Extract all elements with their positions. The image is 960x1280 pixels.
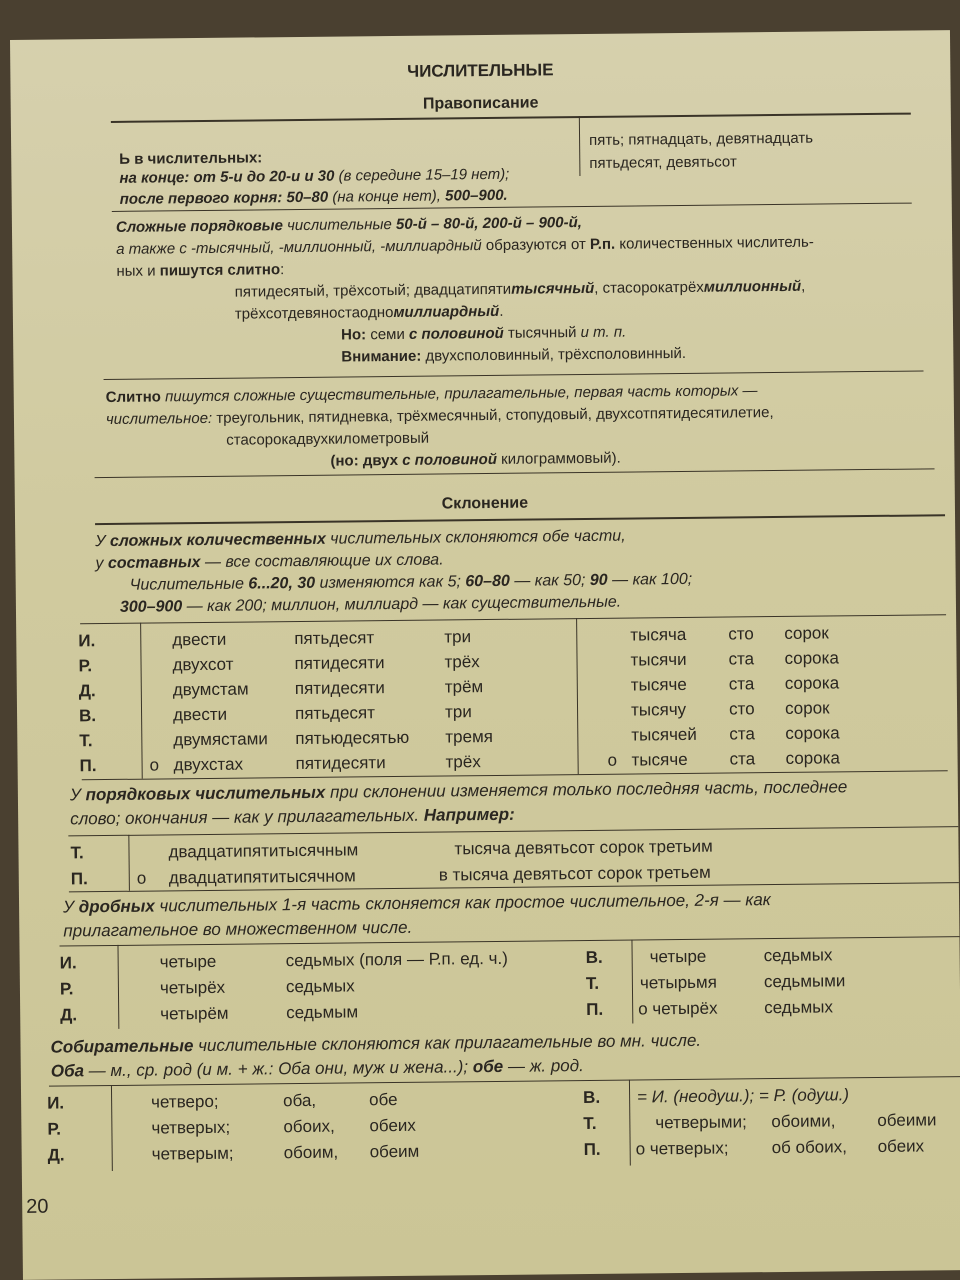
cell: седьмых xyxy=(764,997,834,1018)
cell: сорока xyxy=(785,723,840,743)
cell: обеими xyxy=(877,1110,937,1130)
compound-ordinals-example2: трёхсотдевяностаодномиллиардный. xyxy=(234,302,504,323)
cell: обоим, xyxy=(283,1142,339,1163)
divider xyxy=(95,514,945,525)
cell: ста xyxy=(729,724,755,744)
soft-sign-line1: на конце: от 5-и до 20-и и 30 (в середине 15–19 нет); xyxy=(119,165,510,187)
fused-line3: стасорокадвухкилометровый xyxy=(226,429,430,449)
cell: обе xyxy=(369,1089,398,1110)
cell: сто xyxy=(728,624,754,644)
compound-ordinals-attention: Внимание: двухсполовинный, трёхсполовинный. xyxy=(341,344,687,366)
cell: три xyxy=(444,627,472,647)
cell: четыре xyxy=(649,946,707,967)
section-title-spelling: Правописание xyxy=(422,94,539,113)
cell: трём xyxy=(444,677,484,697)
cell: обоими, xyxy=(771,1111,836,1132)
cell: четыре xyxy=(159,951,217,972)
case-label: Р. xyxy=(59,979,74,999)
case-label: Р. xyxy=(78,656,93,676)
fraction-line1: У дробных числительных 1-я часть склоняется как простое числительное, 2-я — как xyxy=(62,890,771,917)
cell: двухстах xyxy=(173,754,244,775)
case-label: Р. xyxy=(47,1119,62,1139)
cell: сорока xyxy=(785,748,840,768)
cell: пятьюдесятью xyxy=(295,727,410,749)
cell: сто xyxy=(728,699,755,719)
cell: ста xyxy=(729,749,756,769)
table-divider xyxy=(140,623,143,779)
cell: обоих, xyxy=(283,1116,335,1137)
fused-line2: числительное: треугольник, пятидневка, трёхмесячный, стопудовый, двухсотпятидесятилетие, xyxy=(105,404,774,429)
cell: сорок xyxy=(784,698,830,718)
cell: четырём xyxy=(160,1003,229,1024)
cell: о четырёх xyxy=(638,998,718,1019)
case-label: Т. xyxy=(70,843,84,863)
cell: сорока xyxy=(784,648,839,668)
cell: тысячу xyxy=(630,699,687,720)
cell: тысяча девятьсот сорок третьим xyxy=(454,836,713,859)
cell: пятьдесят xyxy=(294,703,376,724)
soft-sign-title: Ь в числительных: xyxy=(119,149,263,168)
case-label: Д. xyxy=(78,681,96,701)
case-label: Д. xyxy=(60,1005,78,1025)
cell: двухсот xyxy=(172,654,234,675)
cell: тысячи xyxy=(630,649,687,670)
soft-sign-line2: после первого корня: 50–80 (на конце нет), 500–900. xyxy=(119,186,508,208)
cell: двумстам xyxy=(172,679,249,700)
cell: пятьдесят xyxy=(294,628,375,649)
cell: трёх xyxy=(445,752,481,772)
cell: седьмым xyxy=(286,1002,359,1023)
cell: о четверых; xyxy=(635,1138,729,1159)
preposition: о xyxy=(149,755,160,775)
cell: двести xyxy=(172,629,227,650)
case-label: В. xyxy=(78,706,97,726)
cell: ста xyxy=(728,649,755,669)
divider xyxy=(95,468,935,478)
compound-ordinals-line3: ных и пишутся слитно: xyxy=(116,261,285,280)
compound-ordinals-line1: Сложные порядковые числительные 50-й – 80-й, 200-й – 900-й, xyxy=(115,214,582,236)
cell: тремя xyxy=(445,726,494,747)
table-divider xyxy=(576,618,579,774)
case-label: Т. xyxy=(79,731,93,751)
cell: седьмых xyxy=(763,945,833,966)
case-label: В. xyxy=(583,1087,601,1108)
preposition: о xyxy=(607,750,618,770)
cell: обеим xyxy=(369,1141,420,1162)
case-label: В. xyxy=(585,947,603,968)
cell: тысяче xyxy=(631,749,688,770)
ordinal-line1: У порядковых числительных при склонении изменяется только последняя часть, последнее xyxy=(69,777,848,805)
compound-cardinal-line1: У сложных количественных числительных склоняются обе части, xyxy=(95,527,626,551)
page-number: 20 xyxy=(26,1195,49,1218)
cell: двадцатипятитысячном xyxy=(168,866,356,888)
compound-cardinal-line2: у составных — все составляющие их слова. xyxy=(95,551,444,573)
case-label: Д. xyxy=(47,1145,65,1165)
cell: пятидесяти xyxy=(295,753,386,774)
column-divider xyxy=(579,116,581,176)
table-divider xyxy=(631,940,633,1024)
cell: седьмых (поля — Р.п. ед. ч.) xyxy=(285,948,508,971)
collective-line1: Собирательные числительные склоняются как прилагательные во мн. числе. xyxy=(50,1030,702,1057)
cell: седьмыми xyxy=(763,971,846,992)
cell: четверыми; xyxy=(655,1112,747,1133)
cell: сорок xyxy=(784,623,829,643)
cell: тысячей xyxy=(631,724,697,745)
cell: об обоих, xyxy=(771,1137,848,1158)
textbook-page xyxy=(10,30,960,1280)
page-heading: ЧИСЛИТЕЛЬНЫЕ xyxy=(407,60,554,81)
cell: двадцатипятитысячным xyxy=(168,840,359,862)
cell: три xyxy=(444,702,472,722)
cell: четверых; xyxy=(151,1117,231,1138)
cell: четырьмя xyxy=(639,972,717,993)
cell: оба, xyxy=(283,1090,317,1111)
table-divider xyxy=(629,1080,631,1166)
compound-ordinals-example1: пятидесятый, трёхсотый; двадцатипятитысячный, стасорокатрёхмиллионный, xyxy=(234,277,806,301)
cell: трёх xyxy=(444,652,480,672)
cell: обеих xyxy=(877,1136,925,1156)
cell: в тысяча девятьсот сорок третьем xyxy=(438,862,711,885)
case-label: И. xyxy=(78,631,96,651)
cell: двумястами xyxy=(173,729,268,750)
cell: пятидесяти xyxy=(294,678,385,699)
table-divider xyxy=(128,835,130,891)
compound-cardinal-line4: 300–900 — как 200; миллион, миллиард — как существительные. xyxy=(119,593,622,616)
fraction-line2: прилагательное во множественном числе. xyxy=(63,917,413,941)
table-divider xyxy=(111,1085,113,1171)
section-title-declension: Склонение xyxy=(441,494,529,513)
preposition: о xyxy=(136,868,147,888)
fused-line1: Слитно пишутся сложные существительные, прилагательные, первая часть которых — xyxy=(105,382,758,407)
compound-cardinal-line3: Числительные 6...20, 30 изменяются как 5; 60–80 — как 50; 90 — как 100; xyxy=(129,570,693,594)
case-label: П. xyxy=(583,1139,601,1160)
cell: тысяче xyxy=(630,674,687,695)
case-label: П. xyxy=(79,756,97,776)
ordinal-line2: слово; окончания — как у прилагательных. Например: xyxy=(70,804,515,829)
cell: четверо; xyxy=(151,1091,219,1112)
compound-ordinals-note: Но: семи с половиной тысячный и т. п. xyxy=(341,323,627,344)
divider xyxy=(104,370,924,380)
cell: ста xyxy=(728,674,755,694)
cell: седьмых xyxy=(285,976,355,997)
cell: обеих xyxy=(369,1115,416,1136)
cell: двести xyxy=(172,704,228,725)
cell: четырёх xyxy=(159,977,226,998)
table-divider xyxy=(117,945,119,1029)
case-label: И. xyxy=(47,1093,65,1113)
case-label: П. xyxy=(70,869,88,889)
cell: сорока xyxy=(784,673,840,693)
case-label: П. xyxy=(586,999,604,1020)
compound-ordinals-line2: а также с -тысячный, -миллионный, -миллиардный образуются от Р.п. количественных числитель- xyxy=(116,233,814,258)
case-label: Т. xyxy=(585,973,600,994)
cell: пятидесяти xyxy=(294,653,385,674)
soft-sign-example2: пятьдесят, девятьсот xyxy=(589,153,737,172)
case-label: И. xyxy=(59,953,77,973)
soft-sign-example1: пять; пятнадцать, девятнадцать xyxy=(588,129,814,149)
case-label: Т. xyxy=(583,1113,597,1134)
collective-line2: Оба — м., ср. род (и м. + ж.: Оба они, муж и жена...); обе — ж. род. xyxy=(50,1056,584,1081)
cell: = И. (неодуш.); = Р. (одуш.) xyxy=(637,1085,850,1107)
fused-line4: (но: двух с половиной килограммовый). xyxy=(330,449,621,470)
cell: четверым; xyxy=(151,1143,234,1164)
cell: тысяча xyxy=(630,624,687,645)
